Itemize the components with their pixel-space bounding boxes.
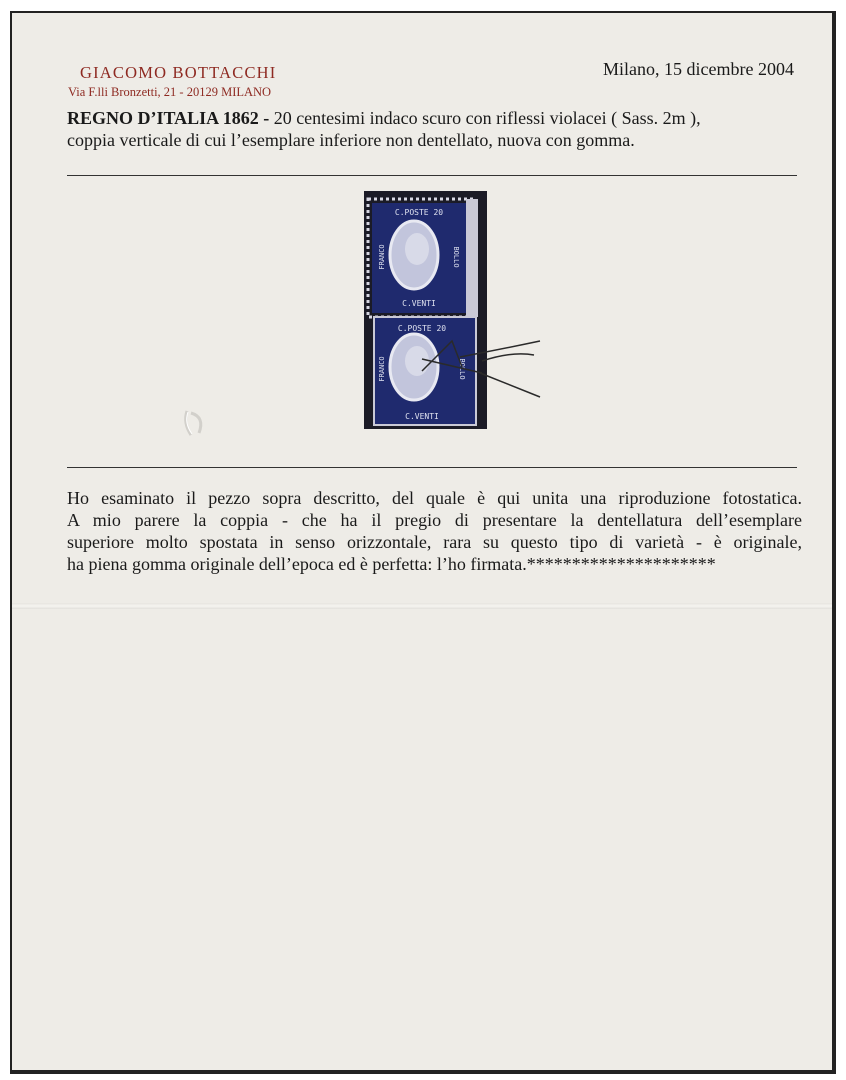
description-line-2: coppia verticale di cui l’esemplare inferiore non dentellato, nuova con gomma. [67,130,635,150]
description-title: REGNO D’ITALIA 1862 - [67,108,270,128]
expert-address: Via F.lli Bronzetti, 21 - 20129 MILANO [68,85,272,99]
certificate-date: Milano, 15 dicembre 2004 [603,59,794,79]
upper-stamp-top-label: C.POSTE 20 [394,208,444,217]
statement-line-2: A mio parere la coppia - che ha il pregio di presentare la dentellatura dell’esemplare [67,510,802,530]
lower-stamp [374,317,476,425]
statement-line-3: superiore molto spostata in senso orizzontale, rara su questo tipo di varietà - è originale, [67,532,802,552]
description-line-1: 20 centesimi indaco scuro con riflessi violacei ( Sass. 2m ), [269,108,701,128]
divider-bottom [67,467,797,468]
statement-line-4: ha piena gomma originale dell’epoca ed è perfetta: l’ho firmata.********************* [67,554,716,574]
upper-stamp-bottom-label: C.VENTI [402,299,436,308]
lower-stamp-right-label: BOLLO [458,358,466,380]
upper-stamp [368,199,478,317]
certificate-statement [67,487,802,575]
upper-stamp-right-label: BOLLO [452,246,460,268]
expert-name: GIACOMO BOTTACCHI [80,63,277,82]
lower-stamp-bottom-label: C.VENTI [405,412,439,421]
paper-fold-line [12,603,832,609]
upper-stamp-left-label: FRANCO [378,244,386,270]
statement-line-1: Ho esaminato il pezzo sopra descritto, del quale è qui unita una riproduzione fotostatica. [67,488,802,508]
lower-stamp-left-label: FRANCO [378,356,386,382]
divider-top [67,175,797,176]
stamp-pair-svg [362,191,542,431]
embossed-seal-mark [177,403,217,443]
stamp-description [67,107,807,151]
certificate-sheet [10,11,836,1074]
lower-stamp-top-label: C.POSTE 20 [397,324,447,333]
stamp-pair-image [362,191,542,431]
